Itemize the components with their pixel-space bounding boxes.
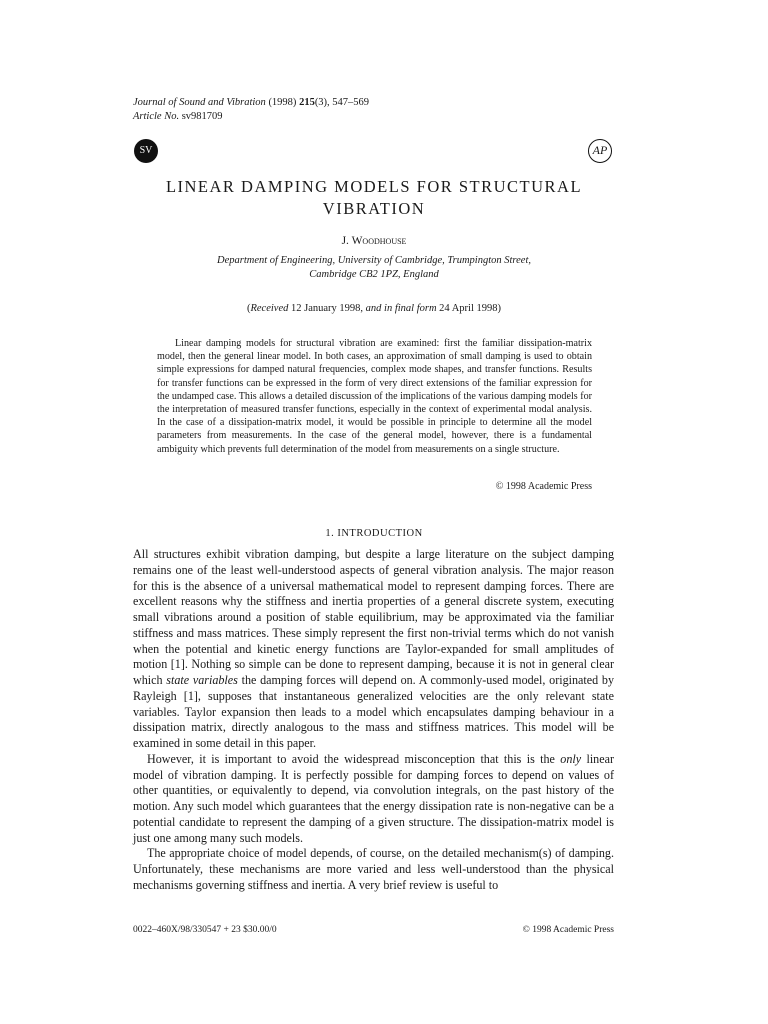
article-label: Article No. [133, 111, 180, 122]
affiliation [134, 254, 614, 282]
paragraph-1-emphasis: state variables [166, 673, 238, 687]
paragraph-1-part-b: the damping forces will depend on. A commonly-used model, originated by Rayleigh [1], supposes that instantaneous generalized velocities are the only relevant state variables. Taylor expansion then leads to a model which encapsulates damping behaviour in a dissipation matrix, directly analogous to the mass and stiffness matrices. This model will be examined in some detail in this paper. [133, 673, 614, 750]
footer-code: 0022–460X/98/330547 + 23 $30.00/0 [133, 925, 277, 935]
journal-issue-pages: (3), 547–569 [314, 97, 370, 108]
paragraph-1 [133, 547, 614, 752]
sv-logo-icon: SV [134, 139, 158, 163]
received-dates [134, 303, 614, 314]
article-number: sv981709 [179, 111, 223, 122]
paragraph-2-emphasis: only [560, 751, 582, 766]
journal-volume: 215 [299, 97, 315, 108]
footer-copyright: © 1998 Academic Press [522, 925, 614, 935]
author-name: J. Woodhouse [341, 235, 407, 247]
abstract [157, 337, 592, 456]
body-text [133, 547, 614, 894]
journal-year: (1998) [265, 97, 300, 108]
affiliation-line-2: Cambridge CB2 1PZ, England [309, 269, 439, 280]
abstract-copyright: © 1998 Academic Press [495, 481, 592, 492]
received-label: Received [250, 303, 289, 314]
received-paren: ( [246, 303, 251, 314]
title-line-1: LINEAR DAMPING MODELS FOR STRUCTURAL [165, 177, 583, 196]
title-line-2: VIBRATION [322, 199, 426, 218]
affiliation-line-1: Department of Engineering, University of Cambridge, Trumpington Street, [216, 255, 531, 266]
journal-reference [133, 96, 369, 124]
received-date: 12 January 1998, [288, 303, 366, 314]
abstract-text: Linear damping models for structural vibration are examined: first the familiar dissipation-matrix model, then the general linear model. In both cases, an approximation of small damping is used to obtain simple expressions for damped natural frequencies, complex mode shapes, and transfer functions. Results for transfer functions can be expressed in the form of very direct extensions of the familiar expression for the undamped case. This allows a detailed discussion of the implications of the various damping models for the interpretation of measured transfer functions, especially in the context of experimental modal analysis. In the case of a dissipation-matrix model, it would be possible in principle to determine all the model parameters from measurements. In the case of the general model, however, there is a fundamental ambiguity which prevents full determination of the model from measurements on a single structure. [157, 338, 592, 455]
paragraph-2-part-a: However, it is important to avoid the widespread misconception that this is the [147, 751, 561, 766]
author [134, 235, 614, 247]
paragraph-2 [133, 752, 614, 847]
paragraph-2-part-b: linear model of vibration damping. It is perfectly possible for damping forces to depend on values of other quantities, or equivalently to depend, via convolution integrals, on the past history of the motion. Any such model which guarantees that the energy dissipation rate is non-negative can be a potential candidate to represent the damping of a given structure. The dissipation-matrix model is just one among many such models. [133, 751, 614, 845]
section-heading: 1. INTRODUCTION [325, 528, 423, 539]
ap-logo-icon: AP [588, 139, 612, 163]
paragraph-1-part-a: All structures exhibit vibration damping, but despite a large literature on the subject damping remains one of the least well-understood aspects of general vibration analysis. The major reason for this is the absence of a universal mathematical model to represent damping forces. There are excellent reasons why the stiffness and inertia properties of a general discrete system, executing small vibrations around a position of stable equilibrium, may be approximated via the familiar stiffness and mass matrices. These simply represent the first non-trivial terms which do not vanish when the potential and kinetic energy functions are Taylor-expanded for small amplitudes of motion [1]. Nothing so simple can be done to represent damping, because it is not in general clear which [133, 547, 614, 687]
journal-citation-line [133, 96, 369, 110]
journal-name: Journal of Sound and Vibration [133, 97, 266, 108]
paper-title [134, 176, 614, 220]
final-form-label: and in final form [365, 303, 437, 314]
paragraph-3: The appropriate choice of model depends, of course, on the detailed mechanism(s) of damping. Unfortunately, these mechanisms are more varied and less well-understood than the physical mechanisms governing stiffness and inertia. A very brief review is useful to [133, 846, 614, 892]
article-number-line [133, 110, 369, 124]
final-form-date: 24 April 1998) [436, 303, 502, 314]
